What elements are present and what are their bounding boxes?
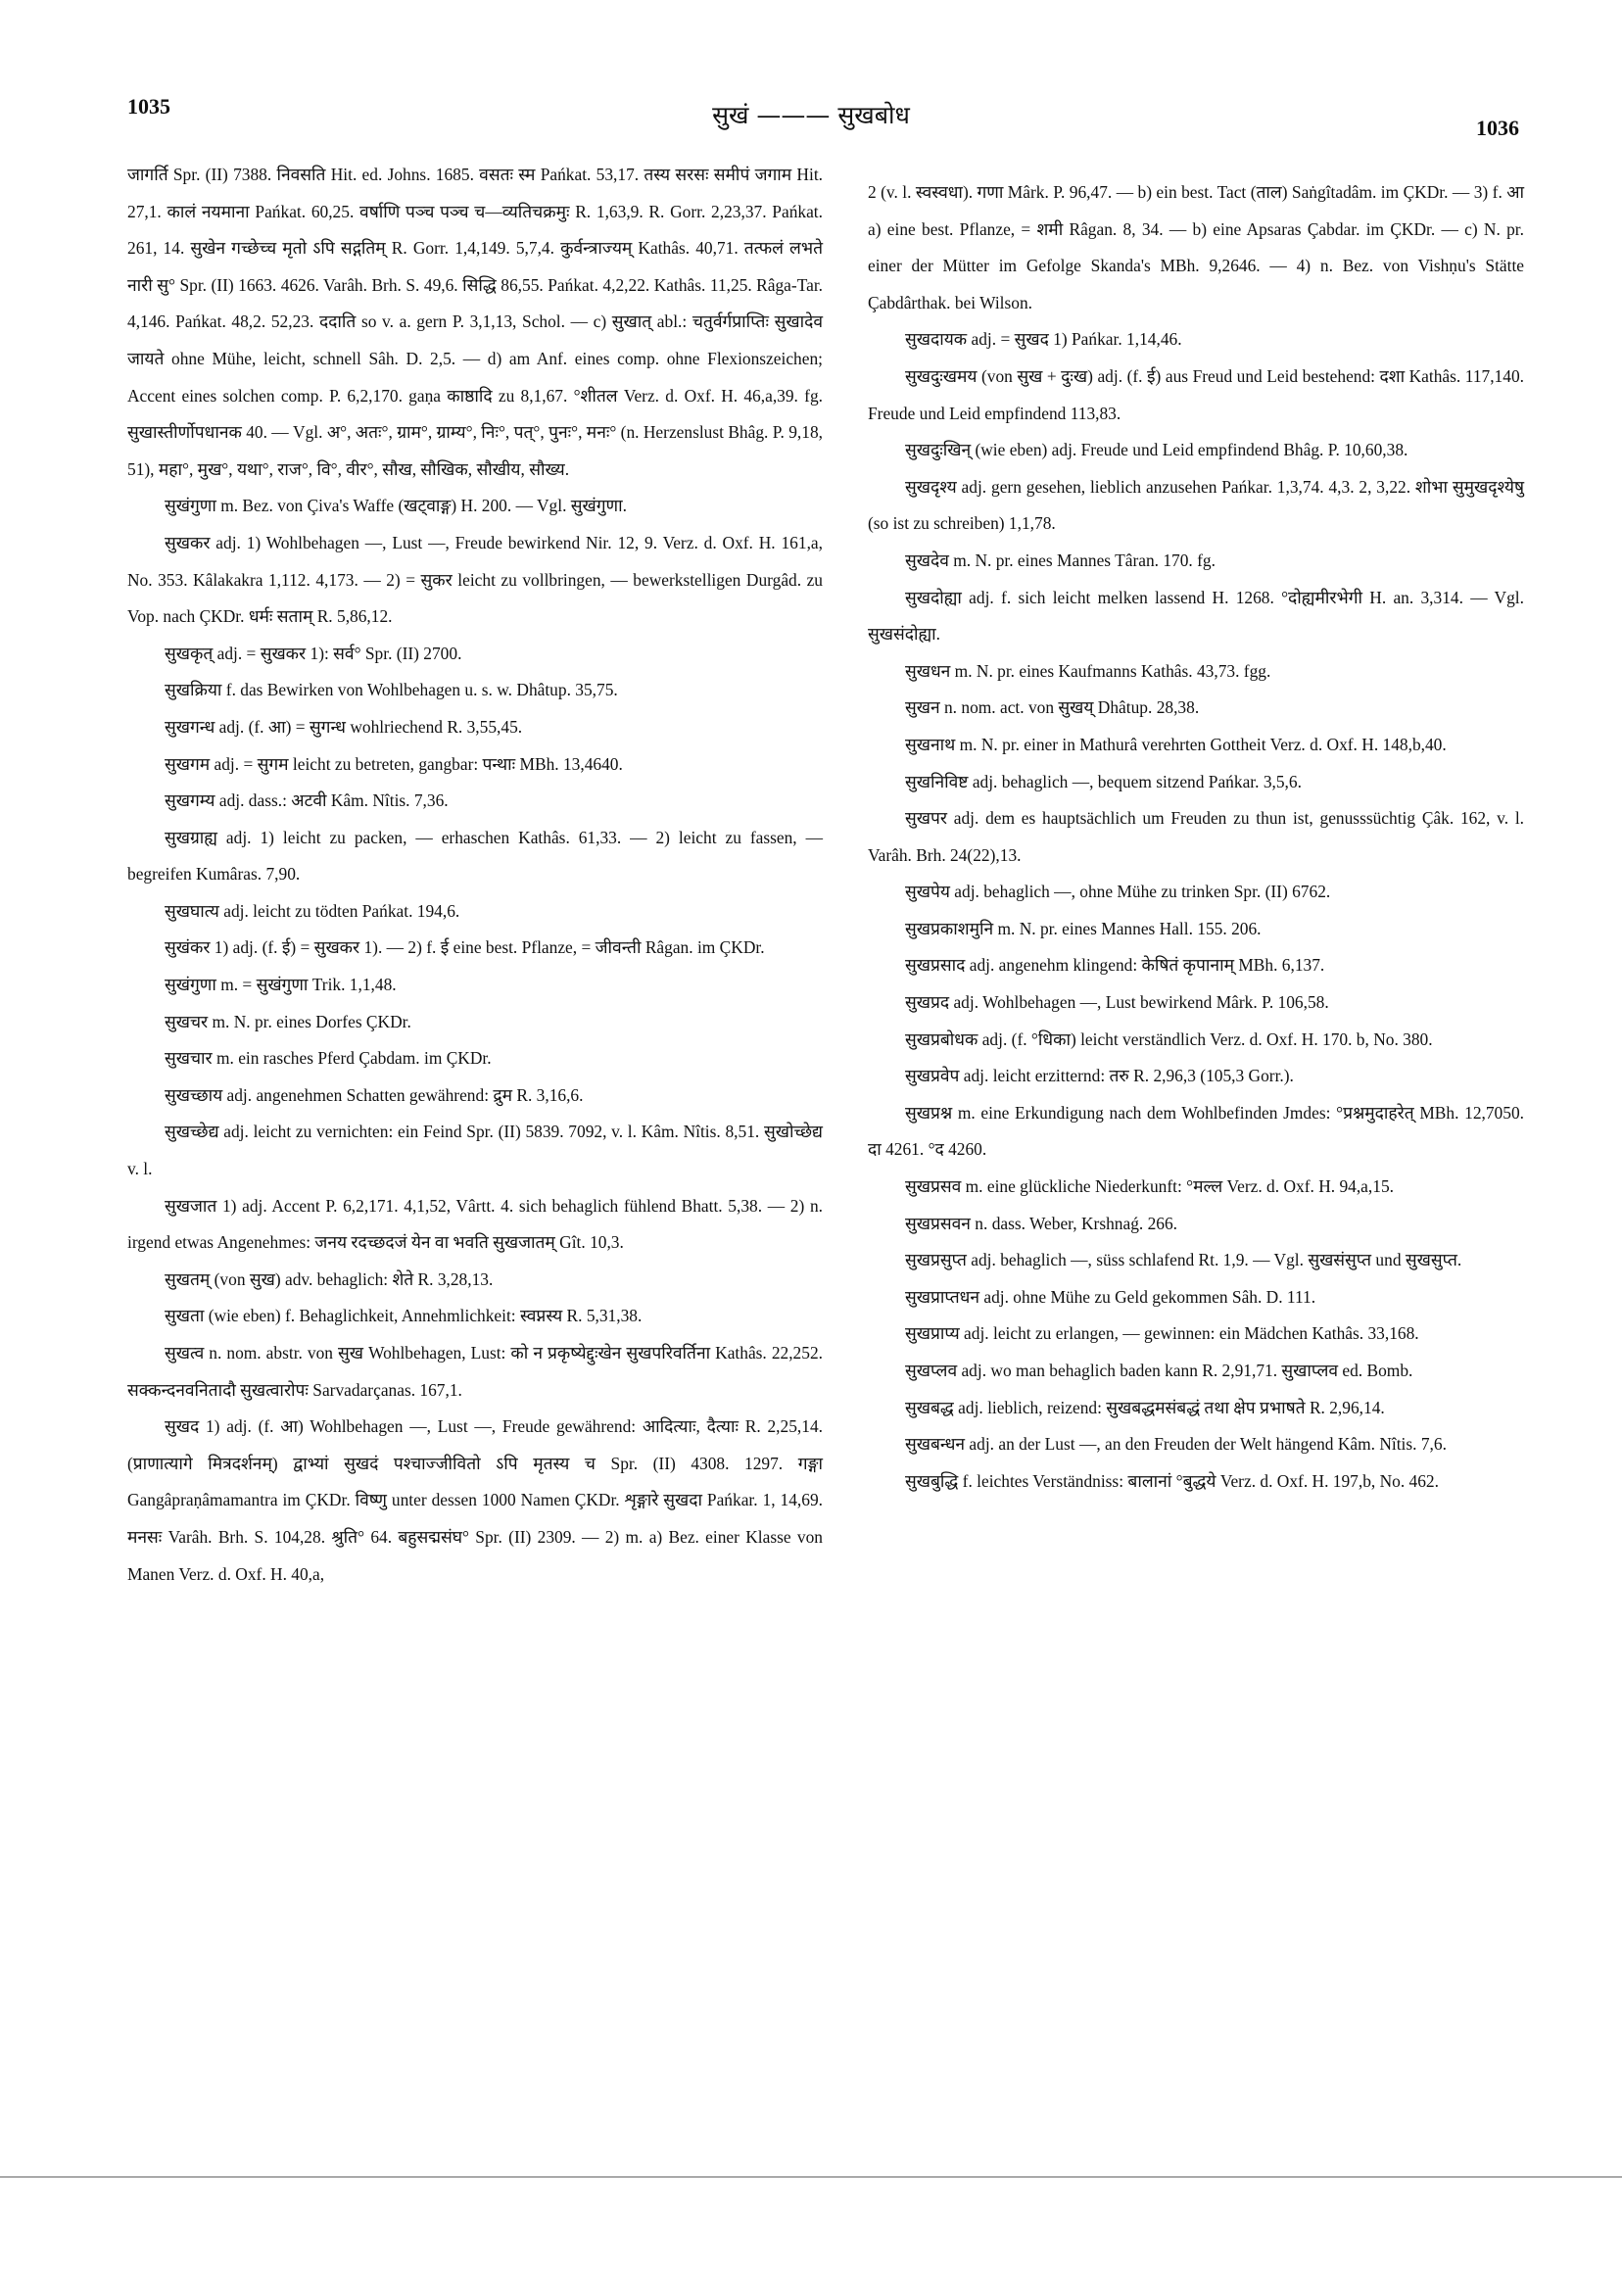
page-number-right: 1036 xyxy=(1476,116,1519,140)
dictionary-entry: सुखपेय adj. behaglich —, ohne Mühe zu trinken Spr. (II) 6762. xyxy=(905,882,1331,902)
dictionary-entry: सुखप्रकाशमुनि m. N. pr. eines Mannes Hall. 155. 206. xyxy=(905,918,1262,938)
dictionary-entry: सुखदोह्या adj. f. sich leicht melken lassend H. 1268. °दोह्यमीरभेगी H. an. 3,314. — Vgl. सुखसंदोह्या. xyxy=(868,587,1524,645)
bottom-rule xyxy=(0,2176,1622,2177)
dictionary-entry: सुखप्रसवन n. dass. Weber, Krshnaǵ. 266. xyxy=(905,1213,1178,1233)
dictionary-entry: सुखगन्ध adj. (f. आ) = सुगन्ध wohlriechend R. 3,55,45. xyxy=(165,716,523,737)
dictionary-entry: 2 (v. l. स्वस्वधा). गणा Mârk. P. 96,47. — b) ein best. Tact (ताल) Saṅgîtadâm. im ÇKDr. — 3) f. आ a) eine best. Pflanze, = शमी Râgan. 8, 34. — b) eine Apsaras Çabdar. im ÇKDr. — c) N. pr. einer der Mütter im Gefolge Skanda's MBh. 9,2646. — 4) n. Bez. von Vishṇu's Stätte Çabdârthak. bei Wilson. xyxy=(868,182,1524,312)
dictionary-entry: सुखच्छेद्य adj. leicht zu vernichten: ein Feind Spr. (II) 5839. 7092, v. l. Kâm. Nîtis. 8,51. सुखोच्छेद्य v. l. xyxy=(127,1122,823,1179)
dictionary-entry: सुखच्छाय adj. angenehmen Schatten gewährend: द्रुम R. 3,16,6. xyxy=(165,1084,584,1105)
dictionary-entry: सुखगम्य adj. dass.: अटवी Kâm. Nîtis. 7,36. xyxy=(165,790,449,811)
dictionary-entry: सुखप्रश्न m. eine Erkundigung nach dem Wohlbefinden Jmdes: °प्रश्नमुदाहरेत् MBh. 12,7050. दा 4261. °द 4260. xyxy=(868,1102,1524,1160)
dictionary-entry: सुखप्रसुप्त adj. behaglich —, süss schlafend Rt. 1,9. — Vgl. सुखसंसुप्त und सुखसुप्त. xyxy=(905,1250,1462,1270)
dictionary-entry: सुखप्रवेप adj. leicht erzitternd: तरु R. 2,96,3 (105,3 Gorr.). xyxy=(905,1066,1294,1086)
page-number-left: 1035 xyxy=(127,94,170,119)
dictionary-entry: सुखप्राप्तधन adj. ohne Mühe zu Geld gekommen Sâh. D. 111. xyxy=(905,1286,1316,1307)
dictionary-entry: सुखबुद्धि f. leichtes Verständniss: बालानां °बुद्धये Verz. d. Oxf. H. 197,b, No. 462. xyxy=(905,1470,1439,1491)
dictionary-entry: सुखकर adj. 1) Wohlbehagen —, Lust —, Freude bewirkend Nir. 12, 9. Verz. d. Oxf. H. 161,a, No. 353. Kâlakakra 1,112. 4,173. — 2) = सुकर leicht zu vollbringen, — bewerkstelligen Durgâd. zu Vop. nach ÇKDr. धर्मः सताम् R. 5,86,12. xyxy=(127,532,823,627)
dictionary-entry: सुखचार m. ein rasches Pferd Çabdam. im ÇKDr. xyxy=(165,1048,492,1069)
dictionary-entry: सुखन n. nom. act. von सुखय् Dhâtup. 28,38. xyxy=(905,697,1200,718)
dictionary-entry: सुखग्राह्य adj. 1) leicht zu packen, — erhaschen Kathâs. 61,33. — 2) leicht zu fassen, — begreifen Kumâras. 7,90. xyxy=(127,827,823,885)
dictionary-entry: सुखदृश्य adj. gern gesehen, lieblich anzusehen Pańkar. 1,3,74. 4,3. 2, 3,22. शोभा सुमुखदृश्येषु (so ist zu schreiben) 1,1,78. xyxy=(868,476,1524,534)
dictionary-entry: सुखंगुणा m. Bez. von Çiva's Waffe (खट्वाङ्ग) H. 200. — Vgl. सुखंगुणा. xyxy=(165,496,627,516)
dictionary-entry: सुखद 1) adj. (f. आ) Wohlbehagen —, Lust —, Freude gewährend: आदित्याः, दैत्याः R. 2,25,14. (प्राणात्यागे मित्रदर्शनम्) द्वाभ्यां सुखदं पश्चाज्जीवितो ऽपि मृतस्य च Spr. (II) 4308. 1297. गङ्गा Gangâpraṇâmamantra im ÇKDr. विष्णु unter dessen 1000 Namen ÇKDr. शृङ्गारे सुखदा Pańkar. 1, 14,69. मनसः Varâh. Brh. S. 104,28. श्रुति° 64. बहुसद्मसंघ° Spr. (II) 2309. — 2) m. a) Bez. einer Klasse von Manen Verz. d. Oxf. H. 40,a, xyxy=(127,1416,823,1584)
running-head: सुखं ——— सुखबोध xyxy=(712,101,910,129)
dictionary-entry: सुखजात 1) adj. Accent P. 6,2,171. 4,1,52, Vârtt. 4. sich behaglich fühlend Bhatt. 5,38. — 2) n. irgend etwas Angenehmes: जनय रदच्छदजं येन वा भवति सुखजातम् Gît. 10,3. xyxy=(127,1195,823,1253)
dictionary-entry: सुखंगुणा m. = सुखंगुणा Trik. 1,1,48. xyxy=(165,975,397,995)
right-column xyxy=(868,174,1524,1500)
dictionary-entry: सुखक्रिया f. das Bewirken von Wohlbehagen u. s. w. Dhâtup. 35,75. xyxy=(165,680,618,700)
dictionary-entry: सुखंकर 1) adj. (f. ई) = सुखकर 1). — 2) f. ई eine best. Pflanze, = जीवन्ती Râgan. im ÇKDr. xyxy=(165,937,765,958)
dictionary-entry: जागर्ति Spr. (II) 7388. निवसति Hit. ed. Johns. 1685. वसतः स्म Pańkat. 53,17. तस्य सरसः समीपं जगाम Hit. 27,1. कालं नयमाना Pańkat. 60,25. वर्षाणि पञ्च पञ्च च—व्यतिचक्रमुः R. 1,63,9. R. Gorr. 2,23,37. Pańkat. 261, 14. सुखेन गच्छेच्च मृतो ऽपि सद्गतिम् R. Gorr. 1,4,149. 5,7,4. कुर्वन्त्राज्यम् Kathâs. 40,71. तत्फलं लभते नारी सु° Spr. (II) 1663. 4626. Varâh. Brh. S. 49,6. सिद्धि 86,55. Pańkat. 4,2,22. Kathâs. 11,25. Râga-Tar. 4,146. Pańkat. 48,2. 52,23. ददाति so v. a. gern P. 3,1,13, Schol. — c) सुखात् abl.: चतुर्वर्गप्राप्तिः सुखादेव जायते ohne Mühe, leicht, schnell Sâh. D. 2,5. — d) am Anf. eines comp. ohne Flexionszeichen; Accent eines solchen comp. P. 6,2,170. gaṇa काष्ठादि zu 8,1,67. °शीतल Verz. d. Oxf. H. 46,a,39. fg. सुखास्तीर्णोपधानक 40. — Vgl. अ°, अतः°, ग्राम°, ग्राम्य°, निः°, पत्°, पुनः°, मनः° (n. Herzenslust Bhâg. P. 9,18, 51), महा°, मुख°, यथा°, राज°, वि°, वीर°, सौख, सौखिक, सौखीय, सौख्य. xyxy=(127,165,823,479)
dictionary-entry: सुखधन m. N. pr. eines Kaufmanns Kathâs. 43,73. fgg. xyxy=(905,660,1271,681)
dictionary-entry: सुखप्रसाद adj. angenehm klingend: केषितं कृपानाम् MBh. 6,137. xyxy=(905,955,1325,976)
dictionary-entry: सुखपर adj. dem es hauptsächlich um Freuden zu thun ist, genusssüchtig Çâk. 162, v. l. Varâh. Brh. 24(22),13. xyxy=(868,808,1524,865)
dictionary-entry: सुखप्रबोधक adj. (f. °धिका) leicht verständlich Verz. d. Oxf. H. 170. b, No. 380. xyxy=(905,1028,1433,1049)
dictionary-entry: सुखबन्धन adj. an der Lust —, an den Freuden der Welt hängend Kâm. Nîtis. 7,6. xyxy=(905,1434,1447,1455)
dictionary-entry: सुखदायक adj. = सुखद 1) Pańkar. 1,14,46. xyxy=(905,329,1182,350)
dictionary-entry: सुखत्व n. nom. abstr. von सुख Wohlbehagen, Lust: को न प्रकृष्येद्दुःखेन सुखपरिवर्तिना Kathâs. 22,252. सक्कन्दनवनितादौ सुखत्वारोपः Sarvadarçanas. 167,1. xyxy=(127,1343,823,1400)
dictionary-entry: सुखता (wie eben) f. Behaglichkeit, Annehmlichkeit: स्वप्नस्य R. 5,31,38. xyxy=(165,1306,643,1326)
dictionary-entry: सुखघात्य adj. leicht zu tödten Pańkat. 194,6. xyxy=(165,900,460,921)
left-column xyxy=(127,157,823,1593)
dictionary-entry: सुखनाथ m. N. pr. einer in Mathurâ verehrten Gottheit Verz. d. Oxf. H. 148,b,40. xyxy=(905,734,1447,754)
dictionary-entry: सुखदुःखमय (von सुख + दुःख) adj. (f. ई) aus Freud und Leid bestehend: दशा Kathâs. 117,140. Freude und Leid empfindend 113,83. xyxy=(868,365,1524,423)
dictionary-entry: सुखचर m. N. pr. eines Dorfes ÇKDr. xyxy=(165,1011,411,1031)
dictionary-entry: सुखगम adj. = सुगम leicht zu betreten, gangbar: पन्थाः MBh. 13,4640. xyxy=(165,753,623,774)
dictionary-entry: सुखबद्ध adj. lieblich, reizend: सुखबद्धमसंबद्धं तथा क्षेप प्रभाषते R. 2,96,14. xyxy=(905,1397,1385,1417)
dictionary-entry: सुखतम् (von सुख) adv. behaglich: शेते R. 3,28,13. xyxy=(165,1268,494,1289)
dictionary-entry: सुखप्रसव m. eine glückliche Niederkunft: °मल्ल Verz. d. Oxf. H. 94,a,15. xyxy=(905,1176,1394,1197)
dictionary-entry: सुखनिविष्ट adj. behaglich —, bequem sitzend Pańkar. 3,5,6. xyxy=(905,771,1302,791)
dictionary-entry: सुखप्राप्य adj. leicht zu erlangen, — gewinnen: ein Mädchen Kathâs. 33,168. xyxy=(905,1323,1419,1344)
dictionary-entry: सुखदेव m. N. pr. eines Mannes Târan. 170. fg. xyxy=(905,550,1216,570)
dictionary-entry: सुखप्रद adj. Wohlbehagen —, Lust bewirkend Mârk. P. 106,58. xyxy=(905,992,1329,1013)
dictionary-entry: सुखकृत् adj. = सुखकर 1): सर्व° Spr. (II) 2700. xyxy=(165,643,462,663)
dictionary-entry: सुखप्लव adj. wo man behaglich baden kann R. 2,91,71. सुखाप्लव ed. Bomb. xyxy=(905,1361,1413,1380)
dictionary-entry: सुखदुःखिन् (wie eben) adj. Freude und Leid empfindend Bhâg. P. 10,60,38. xyxy=(905,440,1408,460)
